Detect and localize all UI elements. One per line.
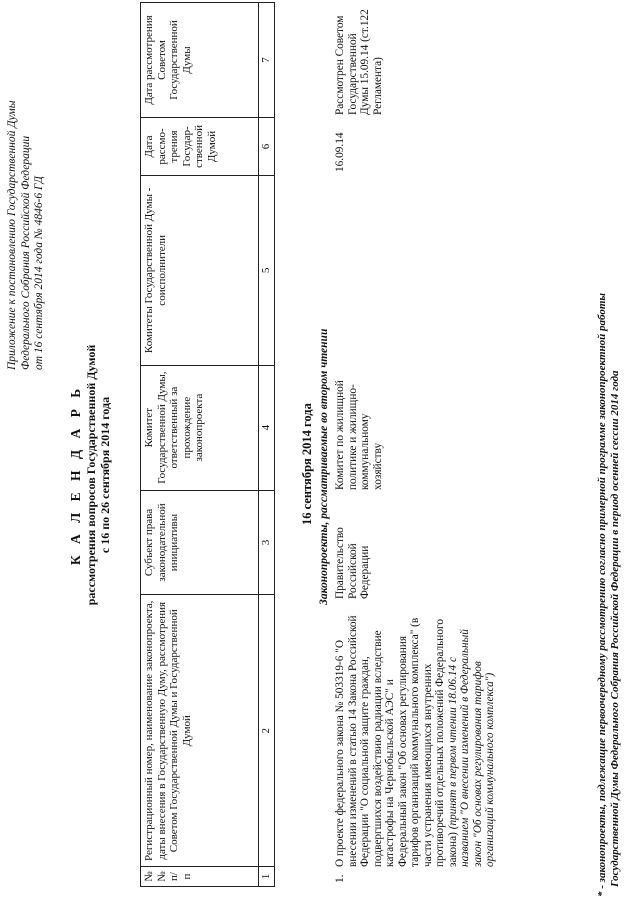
column-number: 7	[259, 3, 275, 118]
document-subtitle: рассмотрения вопросов Государственной Думой	[84, 344, 98, 606]
appendix-line: Приложение к постановлению Государственной Думы	[6, 100, 18, 370]
initiative-subject: Правительство Российской Федерации	[334, 527, 371, 599]
duma-review-date: 16.09.14	[334, 132, 346, 172]
column-header: Дата рассмотрения Советом Государственной Думы	[141, 3, 259, 118]
appendix-line: от 16 сентября 2014 года № 4846-6 ГД	[33, 176, 45, 370]
footnote-line: Государственной Думы Федерального Собрания Российской Федерации в период осенней сессии 2014 года	[608, 370, 621, 887]
column-number: 4	[259, 365, 275, 490]
column-header: №№ п/п	[141, 867, 259, 887]
section-heading: Законопроекты, рассматриваемые во втором чтении	[318, 328, 330, 605]
date-heading: 16 сентября 2014 года	[300, 403, 314, 525]
column-header: Комитеты Государственной Думы - соисполнители	[141, 175, 259, 365]
column-number: 2	[259, 595, 275, 867]
council-review-status: Рассмотрен Советом Государственной Думы 15.09.14 (ст.122 Регламента)	[334, 9, 384, 115]
column-number-row	[259, 3, 275, 887]
column-header: Дата рассмо-трения Государ-ственной Думой	[141, 117, 259, 175]
column-number: 6	[259, 117, 275, 175]
bill-first-reading-note: (принят в первом чтении 18.06.14 с названием "О внесении изменений в Федеральный закон "Об основах регулирования тарифов организаций коммунального комплекса")	[446, 629, 496, 867]
row-number: 1.	[334, 874, 346, 883]
footnote	[596, 7, 621, 897]
bill-description	[334, 612, 497, 867]
appendix-line: Федерального Собрания Российской Федерации	[19, 135, 32, 370]
appendix-note	[6, 40, 47, 370]
table-header-row	[141, 3, 259, 887]
column-number: 5	[259, 175, 275, 365]
column-number: 3	[259, 490, 275, 595]
column-header: Субъект права законодательной инициативы	[141, 490, 259, 595]
column-header: Комитет Государственной Думы, ответственный за прохождение законопроекта	[141, 365, 259, 490]
document-title: К А Л Е Н Д А Р Ь	[68, 384, 83, 566]
column-number: 1	[259, 867, 275, 887]
responsible-committee: Комитет по жилищной политике и жилищно-коммунальному хозяйству	[334, 380, 384, 490]
bill-title: О проекте федерального закона № 503319-6 "О внесении изменений в статью 14 Закона Российской Федерации "О социальной защите граждан, подвергшихся воздействию радиации вследствие катастрофы на Чернобыльской АЭС" и Федеральный закон "Об основах регулирования тарифов организаций коммунального комплекса" (в части устранения имеющихся внутренних противоречий отдельных положений Федерального закона)	[334, 615, 459, 867]
footnote-line: * - законопроекты, подлежащие первоочередному рассмотрению согласно примерной программе законопроектной работы	[596, 292, 608, 897]
column-header: Регистрационный номер, наименование законопроекта, даты внесения в Государственную Думу, рассмотрения Советом Государственной Думы и Государственной Думой	[141, 595, 259, 867]
title-block	[68, 295, 112, 655]
document-date-range: с 16 по 26 сентября 2014 года	[98, 396, 112, 554]
calendar-table	[140, 2, 275, 887]
